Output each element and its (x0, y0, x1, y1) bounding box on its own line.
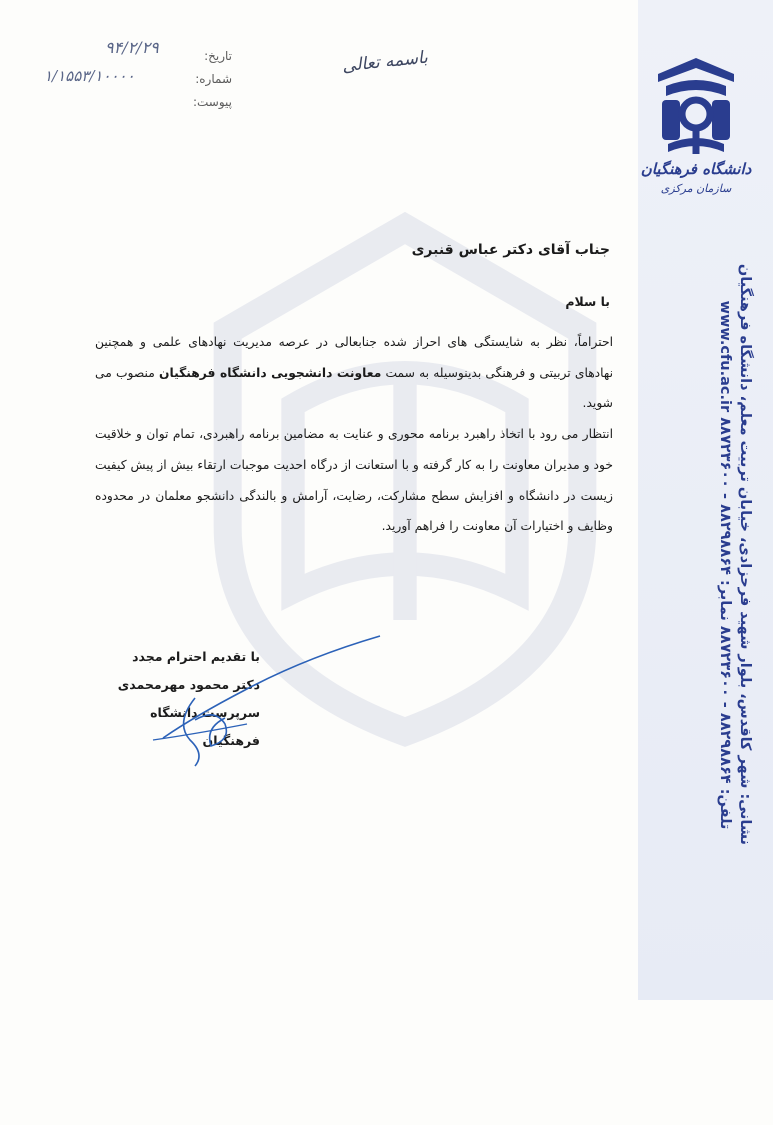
footer-phone-fax: تلفن: ۸۸۲۹۸۸۶۴ - ۸۸۷۲۳۶۰۰ نمابر: ۸۸۲۹۸۸۶۴ - ۸۸۷۲۳۶۰۰ (717, 417, 733, 830)
date-label: تاریخ: (204, 49, 232, 63)
paragraph-1-lead: احتراماً، نظر به شایستگی های احراز شده جنابعالی در عرصه مدیریت نهادهای علمی و همچنین نهادهای تربیتی و فرهنگی بدینوسیله به سمت (95, 335, 613, 380)
handwritten-number: ۱/۱۵۵۳/۱۰۰۰۰ (44, 67, 135, 85)
paragraph-2: انتظار می رود با اتخاذ راهبرد برنامه محوری و عنایت به مضامین برنامه راهبردی، تمام توان و خلاقیت خود و مدیران معاونت را به کار گرفته و با استعانت از درگاه احدیت موجبات ارتقاء بیش از پیش کیفیت زیست در دانشگاه و افزایش سطح مشارکت، رضایت، آرامش و بالندگی دانشجو معلمان در محدوده وظایف و اختیارات آن معاونت را فراهم آورید. (95, 427, 613, 534)
number-label: شماره: (195, 72, 232, 86)
letter-meta (150, 45, 232, 114)
org-name: دانشگاه فرهنگیان (640, 160, 752, 178)
signer-title: سرپرست دانشگاه فرهنگیان (150, 705, 260, 748)
handwritten-date: ۹۴/۲/۲۹ (105, 38, 159, 57)
bismillah-heading: باسمه تعالی (341, 47, 429, 77)
footer-contact (717, 285, 733, 845)
closing-regards: با تقدیم احترام مجدد (132, 649, 260, 664)
paragraph-1-emphasis: معاونت دانشجویی دانشگاه فرهنگیان (158, 365, 382, 380)
paragraph-1 (95, 327, 613, 419)
org-subtitle: سازمان مرکزی (660, 182, 732, 195)
letter-body (95, 327, 613, 542)
university-logo-icon (648, 56, 744, 160)
attachment-label: پیوست: (192, 95, 232, 109)
addressee: جناب آقای دکتر عباس قنبری (411, 242, 610, 258)
footer-address: نشانی: شهر کاقدس، بلوار شهید فرحزادی، خیابان تربیت معلم، دانشگاه فرهنگیان (737, 263, 753, 845)
signer-name: دکتر محمود مهرمحمدی (117, 677, 260, 692)
paragraph-1-tail: منصوب می شوید. (95, 365, 613, 411)
handwritten-signature (135, 628, 385, 768)
footer-website-link[interactable]: www.cfu.ac.ir (717, 300, 733, 413)
greeting: با سلام (565, 294, 610, 309)
